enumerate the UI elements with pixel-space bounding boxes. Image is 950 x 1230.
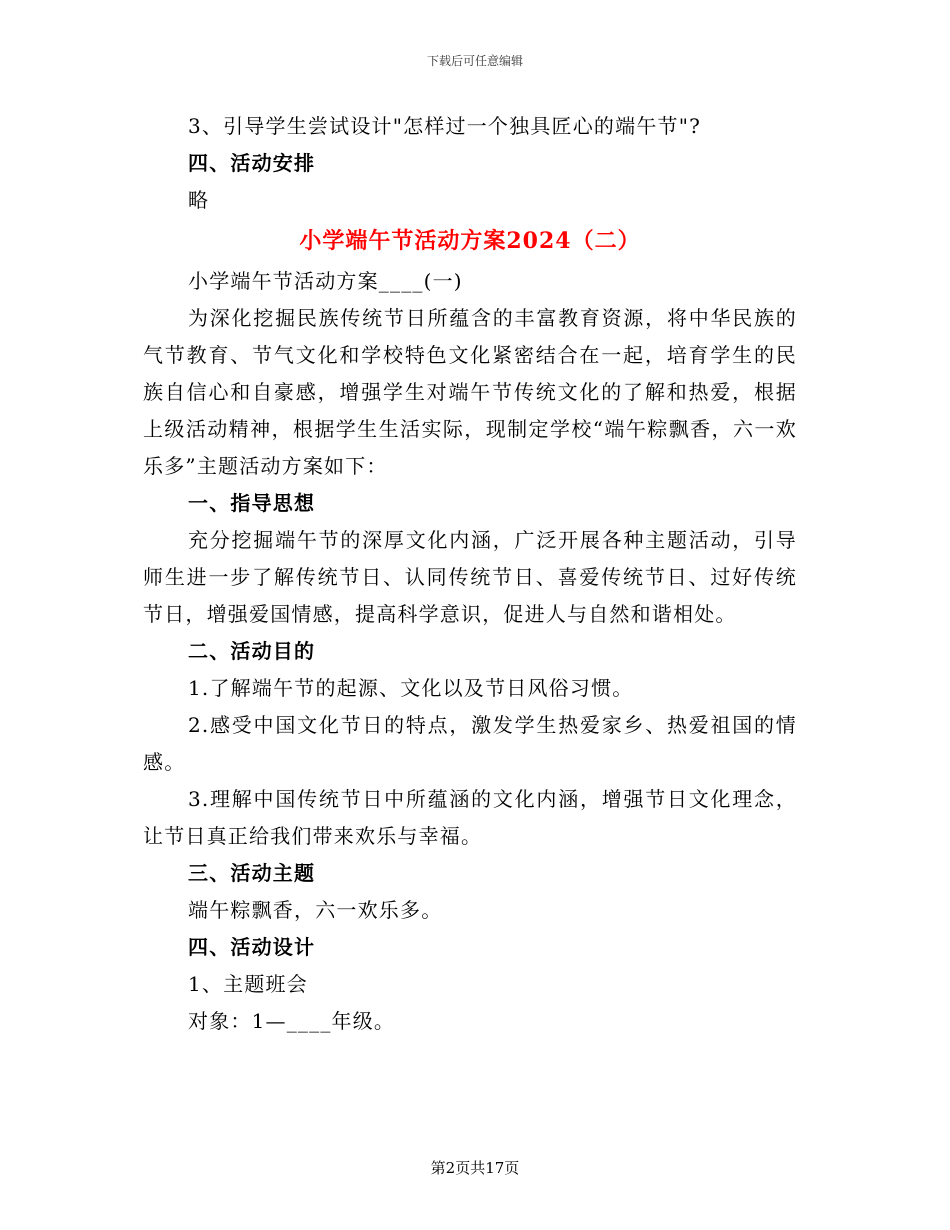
section-2-item-3: 3.理解中国传统节日中所蕴涵的文化内涵，增强节日文化理念，让节日真正给我们带来欢乐与幸福。 <box>143 787 797 848</box>
section-2-item-2: 2.感受中国文化节日的特点，激发学生热爱家乡、热爱祖国的情感。 <box>143 713 797 774</box>
prev-section-4-text: 略 <box>188 188 210 212</box>
section-4-target: 对象：1—____年级。 <box>188 1009 396 1033</box>
intro-paragraph: 为深化挖掘民族传统节日所蕴含的丰富教育资源，将中华民族的气节教育、节气文化和学校特色文化紧密结合在一起，培育学生的民族自信心和自豪感，增强学生对端午节传统文化的了解和热爱，根据上级活动精神，根据学生生活实际，现制定学校“端午粽飘香，六一欢乐多”主题活动方案如下： <box>143 306 797 478</box>
page-header-note: 下载后可任意编辑 <box>426 54 523 68</box>
page-indicator: 第2页共17页 <box>430 1159 520 1177</box>
section-4-item-1: 1、主题班会 <box>188 972 308 996</box>
prev-item-3: 3、引导学生尝试设计"怎样过一个独具匠心的端午节"? <box>188 114 702 138</box>
section-4-heading: 四、活动设计 <box>188 935 316 959</box>
prev-section-4-heading: 四、活动安排 <box>188 151 316 175</box>
section-1-text: 充分挖掘端午节的深厚文化内涵，广泛开展各种主题活动，引导师生进一步了解传统节日、认同传统节日、喜爱传统节日、过好传统节日，增强爱国情感，提高科学意识，促进人与自然和谐相处。 <box>143 528 797 626</box>
document-subtitle: 小学端午节活动方案____(一) <box>188 269 463 293</box>
section-3-text: 端午粽飘香，六一欢乐多。 <box>188 898 443 922</box>
section-2-heading: 二、活动目的 <box>188 639 316 663</box>
section-2-item-1: 1.了解端午节的起源、文化以及节日风俗习惯。 <box>188 676 634 700</box>
document-title: 小学端午节活动方案2024（二） <box>299 228 641 254</box>
section-1-heading: 一、指导思想 <box>188 491 316 515</box>
document-body <box>143 108 797 1040</box>
section-3-heading: 三、活动主题 <box>188 861 316 885</box>
